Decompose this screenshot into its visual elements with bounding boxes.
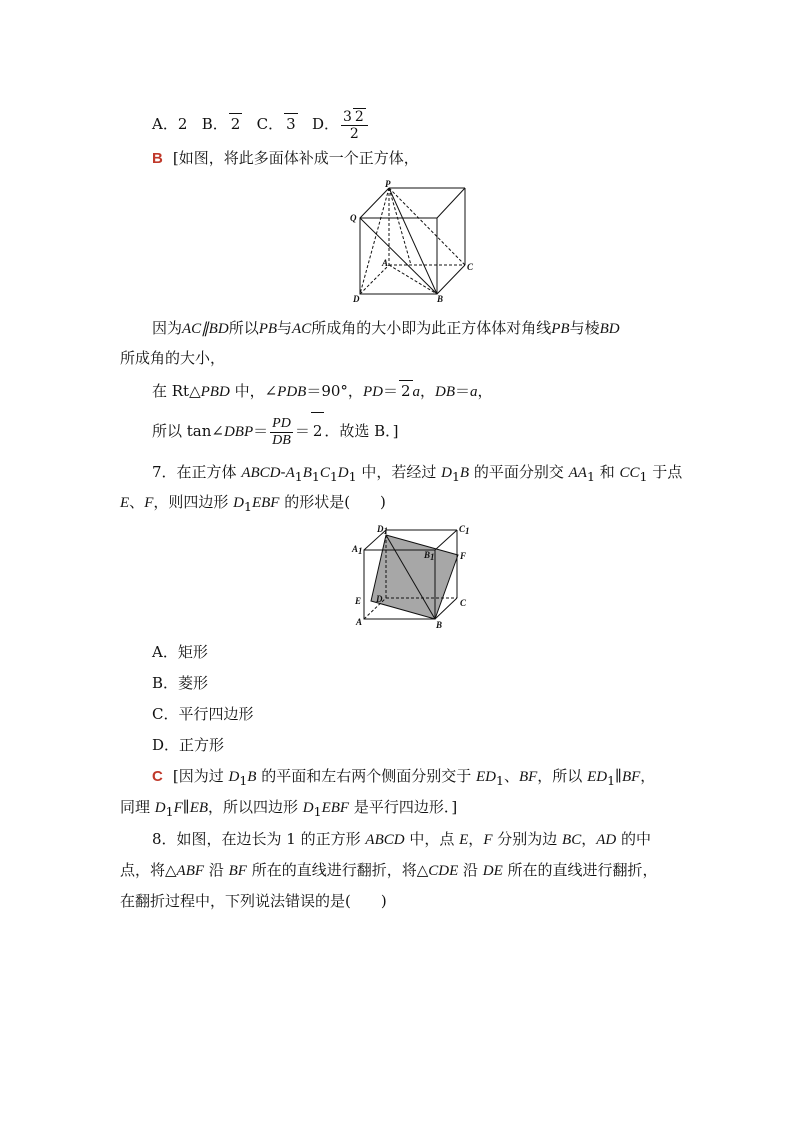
q6-sol2-a: 因为 — [152, 319, 183, 337]
q8-l1-e: ， — [468, 830, 484, 848]
q7-s2-d: ，则四边形 — [153, 493, 234, 511]
q8-l2-f: CDE — [428, 863, 459, 879]
q7-stem-line1 — [152, 462, 682, 487]
q6-sol2-e: 与 — [277, 319, 293, 337]
q7-stem-line2 — [120, 492, 386, 517]
q7-s1-i: D — [441, 465, 452, 481]
q7-s1-n1: 1 — [639, 469, 648, 484]
q7-sol2-c: F — [173, 800, 183, 816]
q7-s2-f: EBF — [251, 495, 280, 511]
q6-sol5-f: ．故选 B．] — [324, 422, 399, 440]
q6-answer: B — [152, 150, 163, 167]
q6-solution-line3: 所成角的大小， — [120, 349, 226, 367]
q7-sol1-e: ED — [475, 769, 496, 785]
q6-sol4-g: ＝ — [382, 382, 398, 400]
q6-solution-line5 — [152, 412, 399, 450]
q6-options — [152, 108, 370, 142]
q6-option-d-label: D． — [311, 115, 339, 133]
q7-sol1-i1: 1 — [607, 773, 616, 788]
q7-label-D1-main: D — [377, 524, 384, 534]
q8-l1-a: 8．如图，在边长为 1 的正方形 — [152, 830, 366, 848]
q7-sol1-d: 的平面和左右两个侧面分别交于 — [256, 767, 476, 785]
q7-s1-k: 的平面分别交 — [469, 463, 569, 481]
q6-sol4-b: PBD — [200, 384, 230, 400]
q6-sol5-a: 所以 tan∠ — [152, 422, 224, 440]
q7-cube-figure — [350, 522, 475, 632]
q6-sol2-b: AC∥BD — [182, 321, 229, 337]
q7-label-C1 — [459, 524, 470, 536]
q7-s2-b: 、 — [129, 493, 145, 511]
q6-option-c-label: C． — [256, 115, 284, 133]
q8-stem-line1 — [152, 829, 651, 850]
q7-option-d: D．正方形 — [152, 736, 225, 754]
q7-label-B1-sub: 1 — [430, 552, 435, 562]
q7-s1-i1: 1 — [451, 469, 460, 484]
q8-l1-b: ABCD — [365, 832, 405, 848]
q7-sol2-a: 同理 — [120, 798, 155, 816]
q6-sol4-h: 2 — [400, 382, 411, 400]
q7-s1-l: AA — [568, 465, 587, 481]
q6-sol2-d: PB — [258, 321, 278, 337]
q8-l2-b: ABF — [176, 863, 205, 879]
q8-l2-d: BF — [228, 863, 247, 879]
q6-sol4-f: PD — [362, 384, 383, 400]
q7-sol1-h: ，所以 — [537, 767, 588, 785]
q7-sol1-e1: 1 — [495, 773, 504, 788]
q6-sol4-m: a — [470, 384, 478, 400]
q6-sol5-den: DB — [272, 432, 291, 448]
q6-sol4-e: ＝90°， — [306, 382, 363, 400]
q7-label-A1-main: A — [352, 544, 359, 554]
q7-label-B: B — [436, 620, 443, 630]
q7-shaded-section — [371, 535, 458, 619]
q6-sol5-e: 2 — [311, 412, 325, 449]
q8-l1-i: ， — [581, 830, 597, 848]
q6-label-A: A — [382, 258, 389, 268]
q7-label-A1 — [351, 544, 363, 556]
q6-sol4-c: 中，∠ — [234, 382, 278, 400]
q6-sol5-b: DBP — [223, 424, 254, 440]
q7-label-C1-main: C — [459, 524, 466, 534]
q6-answer-line — [152, 148, 419, 169]
q7-option-c: C．平行四边形 — [152, 705, 254, 723]
q6-option-b-label: B． — [201, 115, 228, 133]
q7-sol2-g1: 1 — [313, 804, 322, 819]
q8-stem-line3: 在翻折过程中，下列说法错误的是( ) — [120, 892, 387, 910]
q6-sol2-h: PB — [551, 321, 570, 337]
q8-stem-line2 — [120, 860, 658, 881]
q7-sol2-g: D — [302, 800, 314, 816]
q8-l1-j: AD — [596, 832, 617, 848]
q8-l1-k: 的中 — [616, 830, 651, 848]
q7-s1-j: B — [459, 465, 470, 481]
q8-l2-h: DE — [482, 863, 503, 879]
q7-sol1-f: 、 — [503, 767, 519, 785]
q7-s1-e1: 1 — [311, 469, 320, 484]
q6-sol2-i: 与棱 — [569, 319, 600, 337]
q6-sol4-n: ， — [477, 382, 493, 400]
q7-sol1-g: BF — [518, 769, 538, 785]
q7-s1-d1: 1 — [294, 469, 303, 484]
q6-label-D: D — [353, 294, 360, 304]
q7-option-b: B．菱形 — [152, 674, 209, 692]
q7-sol1-i: ED — [587, 769, 608, 785]
q7-s1-b: ABCD — [241, 465, 281, 481]
q7-s1-o: 于点 — [647, 463, 683, 481]
q7-label-A1-sub: 1 — [358, 546, 363, 556]
q7-sol2-b1: 1 — [165, 804, 174, 819]
q8-l1-c: 中，点 — [404, 830, 460, 848]
q6-sol4-k: DB — [435, 384, 456, 400]
q6-sol2-j: BD — [599, 321, 620, 337]
q7-label-C: C — [460, 598, 467, 608]
q6-sol5-d: ＝ — [294, 422, 310, 440]
q6-sol4-i: a — [412, 384, 420, 400]
q6-label-B: B — [437, 294, 444, 304]
q7-sol1-k: BF — [621, 769, 641, 785]
q7-s1-g: D — [337, 465, 349, 481]
q8-l2-c: 沿 — [204, 861, 229, 879]
q7-label-D: D — [376, 594, 383, 604]
q6-sol5-num: PD — [272, 415, 291, 431]
q6-option-d-coef: 3 — [342, 109, 352, 125]
q7-option-a: A．矩形 — [152, 643, 208, 661]
q7-sol2-i: 是平行四边形．] — [349, 798, 458, 816]
q6-cube-figure — [345, 180, 480, 305]
q6-option-b-sqrt: 2 — [230, 115, 241, 133]
q7-s2-a: E — [120, 495, 130, 511]
q8-l1-f: F — [483, 832, 493, 848]
q6-solution-line2 — [152, 318, 620, 339]
q6-option-c-sqrt: 3 — [286, 115, 296, 133]
q6-sol2-g: 所成角的大小即为此正方体体对角线 — [311, 319, 552, 337]
q6-sol5-fraction — [270, 416, 293, 449]
q7-label-B1-main: B — [424, 550, 431, 560]
q7-sol1-b1: 1 — [239, 773, 248, 788]
q7-sol2-h: EBF — [321, 800, 350, 816]
q6-sol2-f: AC — [292, 321, 312, 337]
q7-sol2-b: D — [154, 800, 166, 816]
q7-sol2-d: ∥ — [182, 798, 190, 816]
q6-option-d-den: 2 — [349, 126, 359, 142]
q7-s1-c: - — [280, 463, 286, 481]
q7-s1-f: C — [319, 465, 330, 481]
q7-label-D1-sub: 1 — [383, 526, 388, 536]
q6-sol5-c: ＝ — [253, 422, 269, 440]
q6-sol4-j: ， — [420, 382, 436, 400]
q7-s2-e: D — [233, 495, 244, 511]
q6-option-d-fraction — [341, 108, 368, 142]
q6-option-a: A．2 — [152, 115, 188, 133]
q6-label-C: C — [467, 262, 474, 272]
q6-solution-line4 — [152, 380, 493, 402]
q7-solution-line2 — [120, 797, 457, 822]
q8-l2-g: 沿 — [458, 861, 483, 879]
q7-s1-n: CC — [619, 465, 640, 481]
q7-s1-a: 7．在正方体 — [152, 463, 242, 481]
q7-sol2-f: ，所以四边形 — [208, 798, 303, 816]
q6-solution-line1: [如图，将此多面体补成一个正方体， — [172, 149, 419, 167]
q7-s2-e1: 1 — [243, 499, 252, 514]
q7-s2-g: 的形状是( ) — [279, 493, 386, 511]
q7-s1-d: A — [285, 465, 295, 481]
q7-s1-h: 中，若经过 — [356, 463, 442, 481]
q8-l1-g: 分别为边 — [492, 830, 563, 848]
q7-s1-e: B — [302, 465, 312, 481]
q7-s1-g1: 1 — [348, 469, 357, 484]
q7-s1-f1: 1 — [329, 469, 338, 484]
q7-label-F: F — [460, 551, 467, 561]
q7-s1-m: 和 — [594, 463, 620, 481]
q7-sol1-a: [因为过 — [172, 767, 229, 785]
q8-l2-a: 点，将△ — [120, 861, 177, 879]
q6-sol4-l: ＝ — [455, 382, 471, 400]
q6-sol4-a: 在 Rt△ — [152, 382, 201, 400]
q8-l1-h: BC — [562, 832, 582, 848]
q7-s2-c: F — [144, 495, 154, 511]
q7-sol1-l: ， — [640, 767, 656, 785]
q7-answer: C — [152, 768, 163, 785]
q8-l1-d: E — [459, 832, 469, 848]
q6-sol2-c: 所以 — [228, 319, 259, 337]
q6-label-Q: Q — [350, 213, 357, 223]
q6-label-P: P — [385, 180, 391, 189]
q6-sol4-d: PDB — [277, 384, 307, 400]
q8-l2-i: 所在的直线进行翻折， — [502, 861, 658, 879]
q7-sol1-b: D — [228, 769, 240, 785]
q7-label-E: E — [355, 596, 362, 606]
q7-sol1-c: B — [247, 769, 257, 785]
q7-sol2-e: EB — [189, 800, 209, 816]
q8-l2-e: 所在的直线进行翻折，将△ — [246, 861, 429, 879]
q7-label-C1-sub: 1 — [465, 526, 470, 536]
q7-label-A: A — [356, 617, 363, 627]
q6-option-d-rad: 2 — [354, 109, 364, 125]
q7-s1-l1: 1 — [586, 469, 595, 484]
q7-solution-line1 — [152, 766, 655, 791]
q7-sol1-j: ∥ — [615, 767, 622, 785]
